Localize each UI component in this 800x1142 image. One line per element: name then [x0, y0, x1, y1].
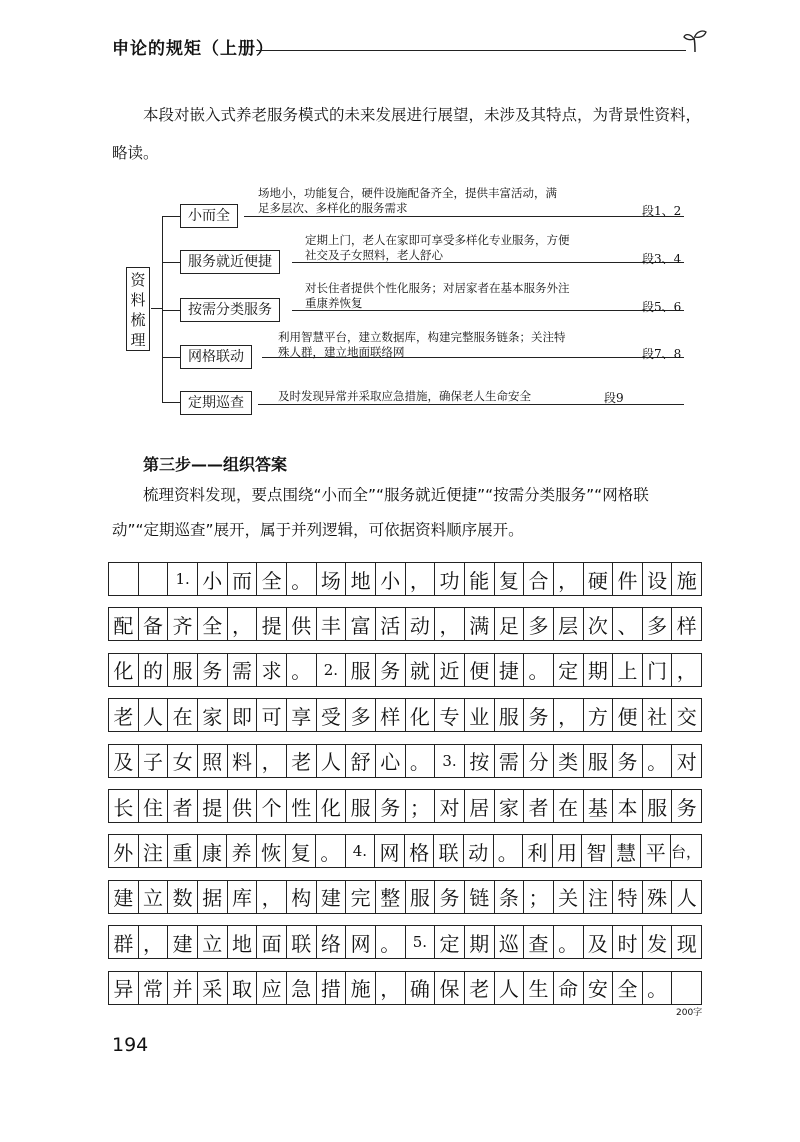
grid-cell: 富 [346, 608, 376, 640]
grid-cell: 网 [346, 926, 376, 958]
grid-cell: 设 [643, 563, 673, 595]
grid-cell: 康 [198, 835, 228, 867]
grid-cell: 服 [406, 881, 436, 913]
grid-cell: 服 [346, 654, 376, 686]
grid-cell: 门 [643, 654, 673, 686]
intro-line-2: 略读。 [112, 144, 159, 162]
root-char: 梳 [130, 311, 146, 329]
sprout-icon [682, 28, 708, 54]
grid-cell: 殊 [643, 881, 673, 913]
grid-cell: 条 [495, 881, 525, 913]
grid-cell: 全 [257, 563, 287, 595]
grid-cell: 人 [676, 886, 697, 911]
branch-connector-5 [162, 402, 180, 403]
grid-cell: 注 [584, 881, 614, 913]
grid-cell: 利 [523, 835, 553, 867]
grid-cell: 功 [435, 563, 465, 595]
grid-cell: 足 [495, 608, 525, 640]
grid-cell: 2. [317, 654, 347, 686]
grid-cell: 建 [109, 881, 139, 913]
grid-cell: 智 [582, 835, 612, 867]
grid-cell: 用 [553, 835, 583, 867]
grid-cell: 。 [643, 972, 673, 1004]
grid-cell: 供 [287, 608, 317, 640]
grid-cell: 住 [139, 790, 169, 822]
mind-map-root [126, 267, 150, 351]
grid-cell: 及 [584, 926, 614, 958]
grid-cell: 次 [584, 608, 614, 640]
grid-cell: 全 [613, 972, 643, 1004]
grid-cell: 联 [434, 835, 464, 867]
grid-cell: 丰 [317, 608, 347, 640]
grid-cell: ； [524, 881, 554, 913]
mind-underline-4 [262, 357, 684, 358]
grid-cell: 群 [109, 926, 139, 958]
grid-cell: 巡 [495, 926, 525, 958]
grid-cell: 多 [524, 608, 554, 640]
grid-cell: 捷 [495, 654, 525, 686]
grid-cell: 基 [584, 790, 614, 822]
grid-cell: 对 [676, 750, 697, 775]
mind-node-3: 按需分类服务 [180, 298, 280, 322]
grid-cell: 地 [346, 563, 376, 595]
grid-cell [672, 972, 701, 1004]
mind-underline-2 [292, 262, 684, 263]
grid-cell: 而 [228, 563, 258, 595]
grid-cell: 络 [317, 926, 347, 958]
mind-note-4-line-1: 利用智慧平台，建立数据库，构建完整服务链条；关注特 [278, 330, 566, 344]
mind-note-2-line-2: 社交及子女照料，老人舒心 [305, 248, 443, 262]
grid-cell: ， [376, 972, 406, 1004]
grid-cell: 近 [435, 654, 465, 686]
grid-cell: 查 [524, 926, 554, 958]
grid-cell: 据 [198, 881, 228, 913]
grid-cell: 备 [139, 608, 169, 640]
mind-node-4: 网格联动 [180, 345, 252, 369]
grid-cell: 急 [287, 972, 317, 1004]
mind-segment-5: 段9 [604, 391, 624, 405]
grid-cell: 家 [198, 699, 228, 731]
grid-cell: 样 [676, 613, 697, 638]
grid-cell: 务 [524, 699, 554, 731]
grid-cell: 应 [257, 972, 287, 1004]
grid-cell: 居 [465, 790, 495, 822]
grid-cell: 人 [139, 699, 169, 731]
branch-connector-3 [162, 310, 180, 311]
analysis-line-2: 动”“定期巡查”展开，属于并列逻辑，可依据资料顺序展开。 [112, 521, 524, 539]
grid-cell: 特 [613, 881, 643, 913]
mind-segment-1: 段1、2 [642, 204, 682, 218]
grid-cell: 便 [465, 654, 495, 686]
grid-cell: 多 [643, 608, 673, 640]
grid-cell: 专 [435, 699, 465, 731]
grid-cell: 网 [375, 835, 405, 867]
grid-cell: ， [435, 608, 465, 640]
grid-cell: 料 [228, 745, 258, 777]
mind-node-1: 小而全 [180, 204, 238, 228]
grid-cell: 求 [257, 654, 287, 686]
grid-cell: 心 [376, 745, 406, 777]
grid-cell: 联 [287, 926, 317, 958]
grid-cell: 确 [406, 972, 436, 1004]
grid-cell: 1. [168, 563, 198, 595]
grid-cell: 保 [435, 972, 465, 1004]
grid-cell: 的 [139, 654, 169, 686]
grid-cell: ， [257, 745, 287, 777]
grid-cell: 齐 [168, 608, 198, 640]
grid-row [108, 744, 702, 778]
root-char: 资 [130, 271, 146, 289]
grid-cell: ， [406, 563, 436, 595]
grid-cell: 取 [228, 972, 258, 1004]
grid-cell: 即 [228, 699, 258, 731]
grid-cell: 合 [524, 563, 554, 595]
mind-node-2: 服务就近便捷 [180, 250, 280, 274]
grid-cell: 台， [670, 842, 701, 861]
grid-cell: 在 [554, 790, 584, 822]
grid-cell: 舒 [346, 745, 376, 777]
grid-cell: 层 [554, 608, 584, 640]
grid-cell: 多 [346, 699, 376, 731]
mind-segment-3: 段5、6 [642, 300, 682, 314]
grid-cell: 提 [257, 608, 287, 640]
grid-cell: 库 [228, 881, 258, 913]
grid-cell: 按 [465, 745, 495, 777]
running-header-title: 申论的规矩（上册） [112, 39, 274, 59]
grid-cell: 个 [257, 790, 287, 822]
page-number: 194 [112, 1034, 149, 1056]
word-count: 200字 [676, 1008, 703, 1018]
branch-connector-1 [162, 216, 180, 217]
intro-line-1: 本段对嵌入式养老服务模式的未来发展进行展望，未涉及其特点，为背景性资料， [143, 106, 702, 124]
grid-cell: 务 [613, 745, 643, 777]
grid-cell: 建 [168, 926, 198, 958]
grid-cell: 需 [228, 654, 258, 686]
grid-cell: 务 [376, 654, 406, 686]
grid-cell: 服 [495, 699, 525, 731]
grid-cell: 建 [317, 881, 347, 913]
grid-cell: 链 [465, 881, 495, 913]
grid-cell: 交 [676, 704, 697, 729]
mind-node-5: 定期巡查 [180, 391, 252, 415]
grid-cell: 命 [554, 972, 584, 1004]
grid-cell: 者 [524, 790, 554, 822]
grid-cell: 定 [435, 926, 465, 958]
grid-cell: 期 [465, 926, 495, 958]
grid-cell: 复 [286, 835, 316, 867]
grid-cell: 老 [287, 745, 317, 777]
grid-cell: 上 [613, 654, 643, 686]
branch-connector-2 [162, 262, 180, 263]
grid-cell: ， [257, 881, 287, 913]
grid-cell: 场 [317, 563, 347, 595]
grid-cell: 方 [584, 699, 614, 731]
header-rule [256, 50, 686, 51]
grid-cell: 4. [346, 835, 376, 867]
grid-cell: 异 [109, 972, 139, 1004]
grid-cell: 面 [257, 926, 287, 958]
grid-cell: 慧 [612, 835, 642, 867]
grid-cell: 务 [676, 795, 697, 820]
root-char: 料 [130, 291, 146, 309]
grid-cell: 就 [406, 654, 436, 686]
grid-cell: 类 [554, 745, 584, 777]
root-char [127, 270, 149, 350]
grid-cell: 外 [109, 835, 139, 867]
grid-cell: ， [676, 659, 697, 684]
grid-cell: 能 [465, 563, 495, 595]
grid-cell: 。 [406, 745, 436, 777]
grid-cell: 小 [376, 563, 406, 595]
grid-cell: 样 [376, 699, 406, 731]
grid-cell: 。 [524, 654, 554, 686]
grid-cell: 时 [613, 926, 643, 958]
grid-cell [109, 563, 139, 595]
grid-cell: 化 [109, 654, 139, 686]
grid-cell: 供 [228, 790, 258, 822]
branch-connector-4 [162, 357, 180, 358]
grid-cell: 期 [584, 654, 614, 686]
grid-cell: 关 [554, 881, 584, 913]
grid-cell: 务 [376, 790, 406, 822]
grid-cell: ， [554, 563, 584, 595]
grid-cell: 及 [109, 745, 139, 777]
grid-cell: 家 [495, 790, 525, 822]
grid-cell: 施 [346, 972, 376, 1004]
grid-cell: 小 [198, 563, 228, 595]
grid-cell: 数 [168, 881, 198, 913]
grid-cell: 立 [139, 881, 169, 913]
grid-cell: 人 [495, 972, 525, 1004]
grid-row [108, 653, 702, 687]
grid-cell: 注 [139, 835, 169, 867]
grid-cell: 对 [435, 790, 465, 822]
grid-cell: 采 [198, 972, 228, 1004]
grid-cell: 社 [643, 699, 673, 731]
mind-underline-3 [292, 310, 684, 311]
grid-cell: 服 [346, 790, 376, 822]
grid-cell: 受 [317, 699, 347, 731]
grid-cell: 格 [405, 835, 435, 867]
grid-cell: 。 [643, 745, 673, 777]
grid-cell: 、 [613, 608, 643, 640]
grid-cell: 化 [317, 790, 347, 822]
grid-cell: 平 [641, 835, 671, 867]
grid-cell: 生 [524, 972, 554, 1004]
grid-cell: 老 [109, 699, 139, 731]
grid-cell: 活 [376, 608, 406, 640]
mind-note-4-line-2: 殊人群，建立地面联络网 [278, 345, 405, 359]
grid-cell: 可 [257, 699, 287, 731]
grid-cell: 。 [494, 835, 524, 867]
grid-cell: 。 [554, 926, 584, 958]
grid-cell: 措 [317, 972, 347, 1004]
grid-cell: 分 [524, 745, 554, 777]
grid-cell: ， [139, 926, 169, 958]
grid-cell: 地 [228, 926, 258, 958]
grid-cell: 子 [139, 745, 169, 777]
mind-underline-1 [244, 216, 684, 217]
grid-row [108, 562, 702, 596]
grid-cell: 立 [198, 926, 228, 958]
grid-cell: 养 [227, 835, 257, 867]
grid-cell: 整 [376, 881, 406, 913]
grid-cell: 配 [109, 608, 139, 640]
grid-cell: 服 [168, 654, 198, 686]
grid-cell: 。 [316, 835, 346, 867]
analysis-line-1: 梳理资料发现，要点围绕“小而全”“服务就近便捷”“按需分类服务”“网格联 [143, 486, 649, 504]
grid-cell: 动 [406, 608, 436, 640]
grid-cell: 并 [168, 972, 198, 1004]
grid-cell: 务 [198, 654, 228, 686]
grid-cell: 本 [613, 790, 643, 822]
step-heading: 第三步——组织答案 [143, 455, 288, 474]
grid-row [108, 880, 702, 914]
grid-cell: 复 [495, 563, 525, 595]
grid-cell: 定 [554, 654, 584, 686]
mind-segment-2: 段3、4 [642, 252, 682, 266]
grid-cell [139, 563, 169, 595]
grid-cell: 便 [613, 699, 643, 731]
grid-cell: 动 [464, 835, 494, 867]
grid-cell: 享 [287, 699, 317, 731]
grid-row [108, 698, 702, 732]
grid-cell: 施 [676, 568, 697, 593]
grid-cell: 发 [643, 926, 673, 958]
grid-cell: 。 [287, 654, 317, 686]
mind-note-2-line-1: 定期上门，老人在家即可享受多样化专业服务，方便 [305, 233, 570, 247]
grid-cell: 。 [287, 563, 317, 595]
mind-segment-4: 段7、8 [642, 347, 682, 361]
grid-cell: 业 [465, 699, 495, 731]
mind-note-3-line-2: 重康养恢复 [305, 296, 363, 310]
grid-cell: 者 [168, 790, 198, 822]
grid-cell: 照 [198, 745, 228, 777]
mind-note-5-line-1: 及时发现异常并采取应急措施，确保老人生命安全 [278, 389, 531, 403]
grid-cell: 在 [168, 699, 198, 731]
grid-row [108, 607, 702, 641]
grid-cell: 需 [495, 745, 525, 777]
grid-row [108, 971, 702, 1005]
grid-cell: 长 [109, 790, 139, 822]
grid-row [108, 834, 702, 868]
grid-cell: 件 [613, 563, 643, 595]
grid-row [108, 789, 702, 823]
root-char: 理 [130, 331, 146, 349]
grid-cell: 服 [584, 745, 614, 777]
spine-line [162, 216, 163, 402]
grid-cell: 提 [198, 790, 228, 822]
grid-cell: 构 [287, 881, 317, 913]
grid-cell: 化 [406, 699, 436, 731]
grid-cell: 性 [287, 790, 317, 822]
grid-cell: 务 [435, 881, 465, 913]
grid-cell: 3. [435, 745, 465, 777]
grid-cell: 安 [584, 972, 614, 1004]
grid-cell: ， [554, 699, 584, 731]
mind-note-1-line-1: 场地小，功能复合，硬件设施配备齐全，提供丰富活动，满 [258, 186, 557, 200]
grid-cell: ， [228, 608, 258, 640]
grid-row [108, 925, 702, 959]
grid-cell: 重 [168, 835, 198, 867]
grid-cell: 现 [676, 931, 697, 956]
grid-cell: ； [406, 790, 436, 822]
grid-cell: 常 [139, 972, 169, 1004]
grid-cell: 。 [376, 926, 406, 958]
grid-cell: 5. [406, 926, 436, 958]
grid-cell: 全 [198, 608, 228, 640]
grid-cell: 满 [465, 608, 495, 640]
grid-cell: 服 [643, 790, 673, 822]
grid-cell: 女 [168, 745, 198, 777]
grid-cell: 老 [465, 972, 495, 1004]
grid-cell: 完 [346, 881, 376, 913]
mind-note-3-line-1: 对长住者提供个性化服务；对居家者在基本服务外注 [305, 281, 570, 295]
grid-cell: 硬 [584, 563, 614, 595]
mind-note-1-line-2: 足多层次、多样化的服务需求 [258, 201, 408, 215]
grid-cell: 恢 [257, 835, 287, 867]
grid-cell: 人 [317, 745, 347, 777]
